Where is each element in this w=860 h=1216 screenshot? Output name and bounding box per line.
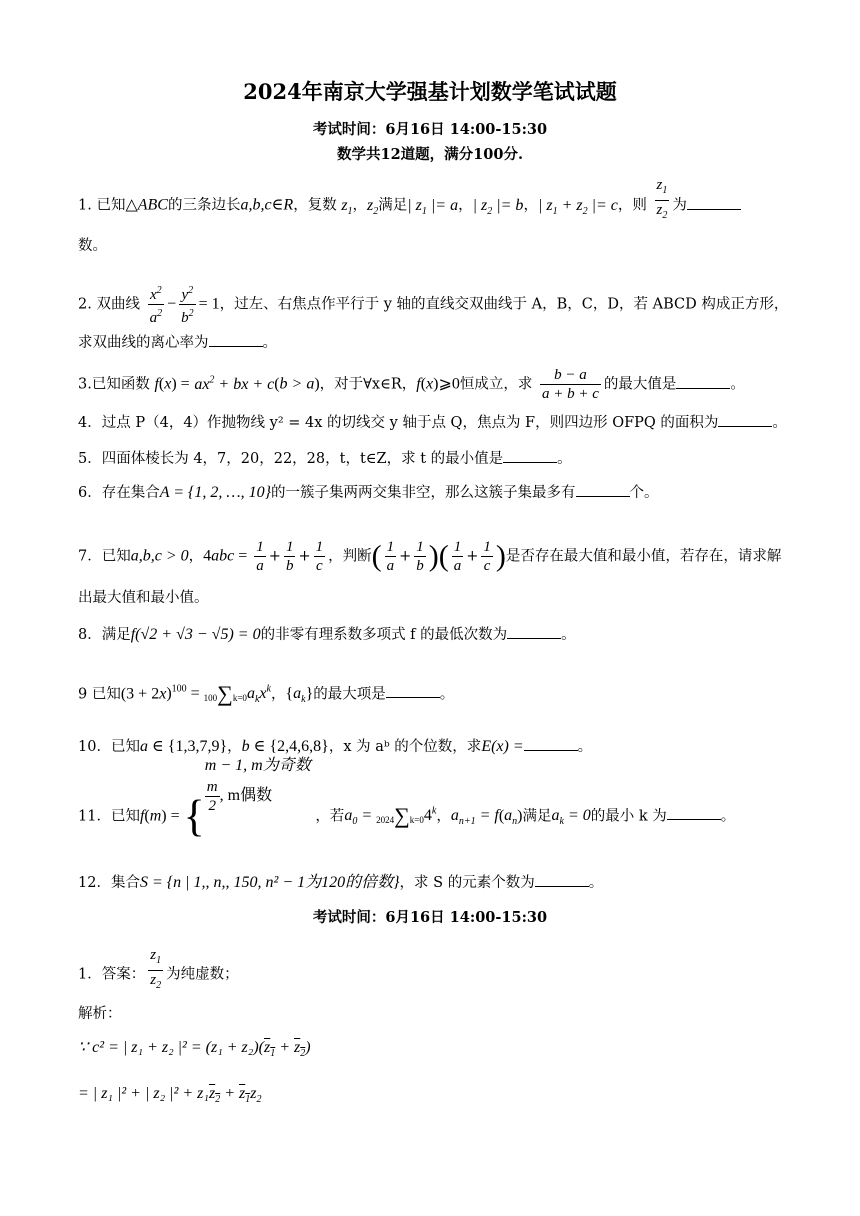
question-1-cont: 数。 [78,238,107,254]
answer-1: 1．答案： $\frac{z_1}{z_2}$ 为纯虚数； [78,947,239,991]
exam-info: 数学共12道题，满分100分. [337,146,523,163]
answer-blank [687,195,741,210]
question-6: 6．存在集合A = {1, 2, …, 10}的一簇子集两两交集非空，那么这簇子集最多有 个。 [78,484,659,501]
question-5: 5．四面体棱长为 4，7，20，22，28，t，t∈Z，求 t 的最小值是 。 [78,448,800,469]
question-7: 7．已知a,b,c > 0，4abc = $\frac{1}{a}$ + $\frac{1}{b}$ + $\frac{1}{c}$ ，判断( $\frac{1}{a}$ + $\frac{1}{b}$ )( $\frac{1}{a}$ + $\frac{1}{c}$ )是否存在最大值和最小值，若存在，请求解 [78,539,782,574]
analysis-label: 解析： [78,1006,122,1022]
question-7-cont: 出最大值和最小值。 [78,590,209,606]
analysis-step-2: = | z₁ |² + | z₂ $|^2 + z_1z_2 + z_1z_2$ [78,1085,262,1106]
question-2-cont: 求双曲线的离心率为 。 [78,332,800,353]
page-title: 2024年南京大学强基计划数学笔试试题 [243,79,617,104]
question-11: 11．已知f(m) = { m − 1, m为奇数 $\frac{m}{2}$ , m偶数 ，若$a_0 = 2024\sum k=04^k$，$a_{n+1} = f(a_n)$满足$a_k = 0$的最小 k 为 。 [78,756,736,841]
question-8: 8．满足f(√2 + √3 − √5) = 0的非零有理系数多项式 f 的最低次数为 。 [78,626,576,643]
question-12: 12．集合S = {n | 1,, n,, 150, n² − 1为120的倍数}，求 S 的元素个数为 。 [78,874,604,891]
exam-time: 考试时间：6月16日 14:00-15:30 [312,121,548,138]
answer-header: 考试时间：6月16日 14:00-15:30 [312,909,548,926]
fraction-z1-z2: $\frac{z_1}{z_2}$ [656,177,668,221]
question-2: 2. 双曲线 $\frac{x^2}{a^2}$ − $\frac{y^2}{b^2}$ = 1，过左、右焦点作平行于 y 轴的直线交双曲线于 A，B，C，D，若 ABCD 构成正方形， [78,282,800,327]
question-1: 1. 已知△ABC的三条边长a,b,c∈R，复数 $z_1$，$z_2$满足| $z_1$ |= a，| $z_2$ |= b，| $z_1 + z_2$ |= c，则 $\frac{z_1}{z_2}$ 为 [78,186,800,225]
analysis-step-1: ∵ c² = | z₁ + z₂ $|^2 = (z_1 + z_2)(z_1 + z_2)$ [78,1039,311,1060]
question-3: 3.已知函数 $f(x) = ax^2$ + bx + c(b > a)，对于∀x∈R，f(x)⩾0恒成立，求 $\frac{b - a}{a + b + c}$ 的最大值是 。 [78,367,745,402]
question-4: 4．过点 P（4，4）作抛物线 y² = 4x 的切线交 y 轴于点 Q，焦点为 F，则四边形 OFPQ 的面积为 。 [78,412,800,433]
question-10: 10．已知a ∈ {1,3,7,9}，b ∈ {2,4,6,8}，x 为 aᵇ 的个位数，求E(x) = 。 [78,738,593,755]
question-9: 9 已知$(3 + 2x)^{100} = 100\sum k=0a_kx^k$，$\{a_k\}$的最大项是 。 [78,681,455,707]
